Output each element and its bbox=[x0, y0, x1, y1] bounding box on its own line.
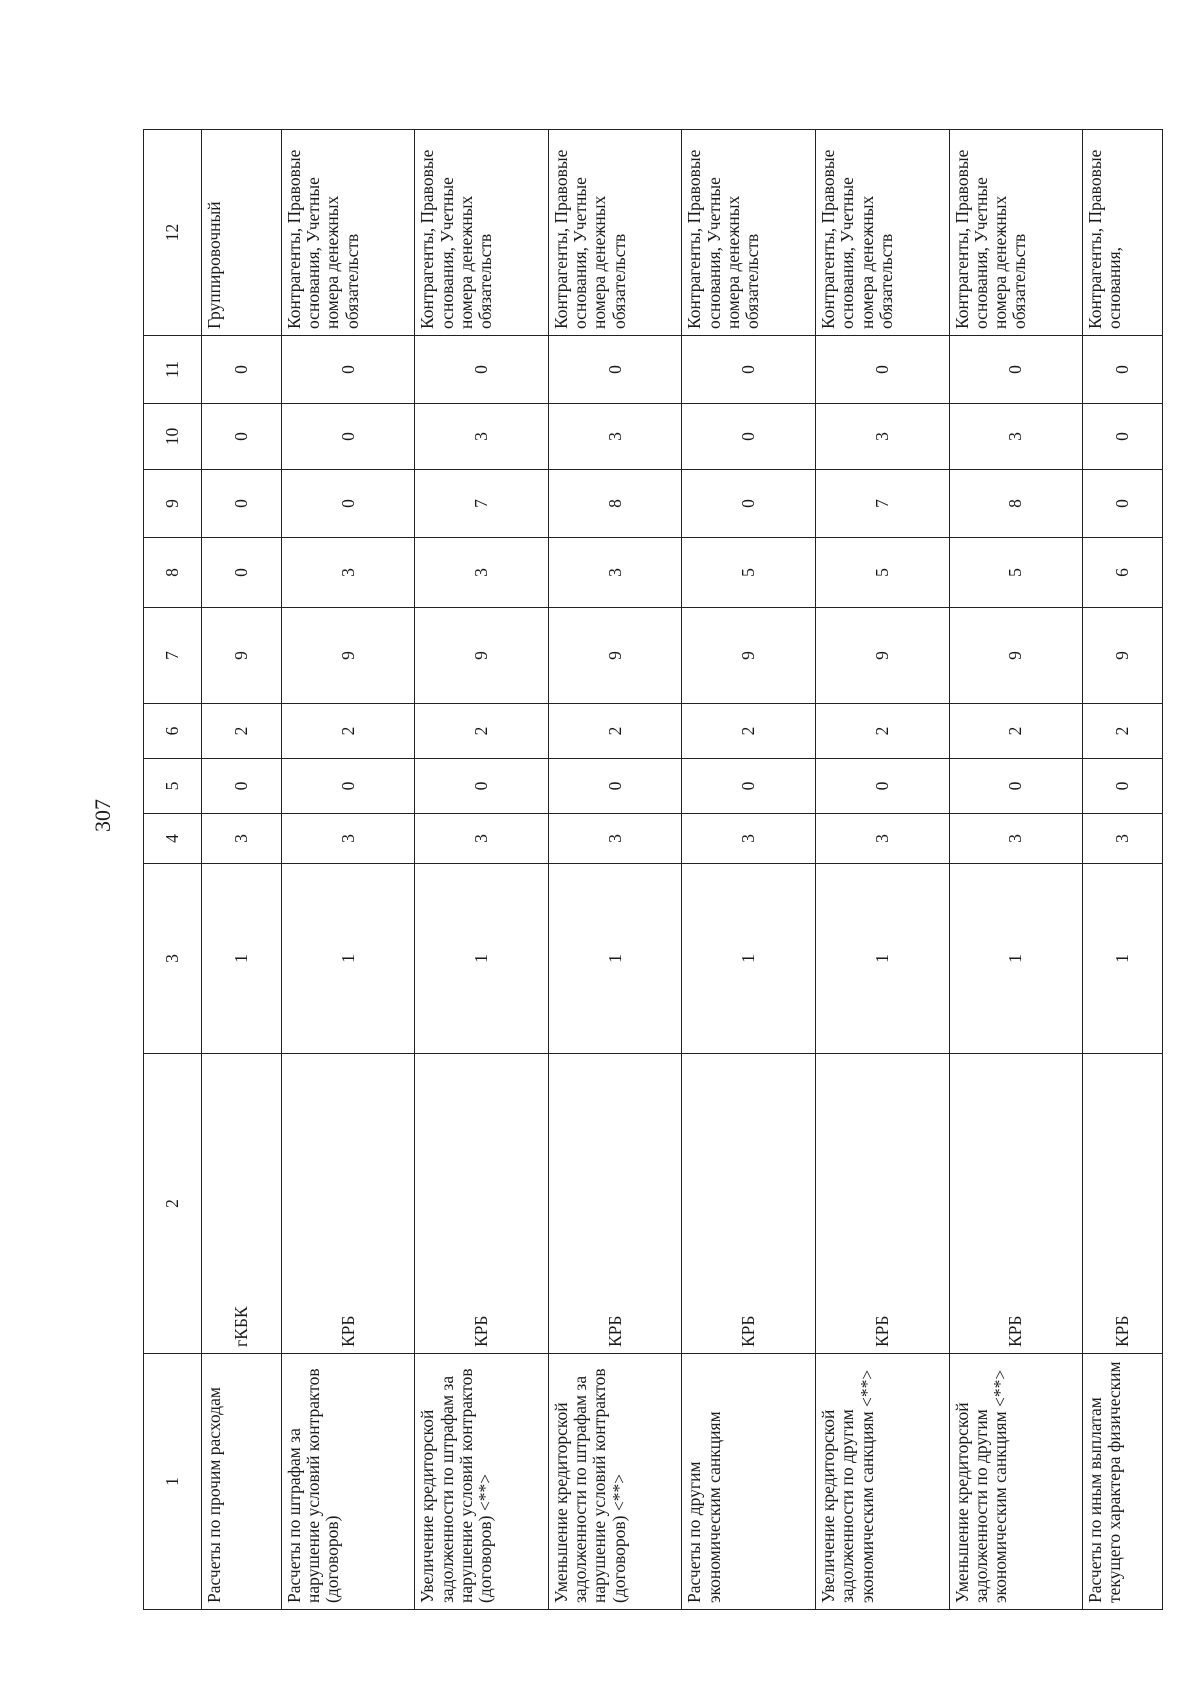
col5-cell: 0 bbox=[415, 759, 549, 814]
column-header-5: 5 bbox=[144, 759, 202, 814]
table-row bbox=[415, 130, 549, 1610]
column-header-2: 2 bbox=[144, 1054, 202, 1354]
table-row bbox=[1083, 130, 1163, 1610]
column-header-7: 7 bbox=[144, 608, 202, 704]
col3-cell: 1 bbox=[1083, 864, 1163, 1054]
col10-cell: 0 bbox=[281, 404, 415, 470]
col3-cell: 1 bbox=[202, 864, 282, 1054]
account-name-cell: Расчеты по прочим расходам bbox=[202, 1354, 282, 1610]
col3-cell: 1 bbox=[816, 864, 950, 1054]
col4-cell: 3 bbox=[202, 814, 282, 864]
col5-cell: 0 bbox=[281, 759, 415, 814]
table-row bbox=[816, 130, 950, 1610]
col9-cell: 7 bbox=[816, 470, 950, 538]
col9-cell: 0 bbox=[281, 470, 415, 538]
code-type-cell: КРБ bbox=[949, 1054, 1083, 1354]
col11-cell: 0 bbox=[816, 336, 950, 404]
column-header-3: 3 bbox=[144, 864, 202, 1054]
account-codes-table bbox=[143, 129, 1163, 1610]
code-type-cell: КРБ bbox=[415, 1054, 549, 1354]
column-header-12: 12 bbox=[144, 130, 202, 336]
col8-cell: 0 bbox=[202, 538, 282, 608]
col11-cell: 0 bbox=[1083, 336, 1163, 404]
col5-cell: 0 bbox=[1083, 759, 1163, 814]
col5-cell: 0 bbox=[202, 759, 282, 814]
column-header-11: 11 bbox=[144, 336, 202, 404]
col9-cell: 0 bbox=[202, 470, 282, 538]
col8-cell: 5 bbox=[816, 538, 950, 608]
account-name-cell: Уменьшение кредиторской задолженности по штрафам за нарушение условий контрактов (договоров) <**> bbox=[548, 1354, 682, 1610]
column-header-1: 1 bbox=[144, 1354, 202, 1610]
rotated-table-container bbox=[143, 130, 1163, 1610]
col10-cell: 3 bbox=[949, 404, 1083, 470]
account-name-cell: Расчеты по штрафам за нарушение условий контрактов (договоров) bbox=[281, 1354, 415, 1610]
col5-cell: 0 bbox=[949, 759, 1083, 814]
analytics-cell: Контрагенты, Правовые основания, Учетные номера денежных обязательств bbox=[281, 130, 415, 336]
col10-cell: 3 bbox=[816, 404, 950, 470]
col6-cell: 2 bbox=[548, 704, 682, 759]
col10-cell: 0 bbox=[682, 404, 816, 470]
col9-cell: 8 bbox=[548, 470, 682, 538]
col5-cell: 0 bbox=[816, 759, 950, 814]
account-name-cell: Увеличение кредиторской задолженности по штрафам за нарушение условий контрактов (договоров) <**> bbox=[415, 1354, 549, 1610]
col8-cell: 3 bbox=[415, 538, 549, 608]
analytics-cell: Контрагенты, Правовые основания, bbox=[1083, 130, 1163, 336]
col6-cell: 2 bbox=[1083, 704, 1163, 759]
col3-cell: 1 bbox=[281, 864, 415, 1054]
col7-cell: 9 bbox=[949, 608, 1083, 704]
page-number: 307 bbox=[90, 799, 115, 832]
col11-cell: 0 bbox=[682, 336, 816, 404]
column-header-8: 8 bbox=[144, 538, 202, 608]
code-type-cell: КРБ bbox=[816, 1054, 950, 1354]
account-name-cell: Расчеты по другим экономическим санкциям bbox=[682, 1354, 816, 1610]
col9-cell: 8 bbox=[949, 470, 1083, 538]
col3-cell: 1 bbox=[682, 864, 816, 1054]
col4-cell: 3 bbox=[281, 814, 415, 864]
col6-cell: 2 bbox=[202, 704, 282, 759]
col5-cell: 0 bbox=[682, 759, 816, 814]
col8-cell: 3 bbox=[548, 538, 682, 608]
col7-cell: 9 bbox=[816, 608, 950, 704]
code-type-cell: гКБК bbox=[202, 1054, 282, 1354]
analytics-cell: Контрагенты, Правовые основания, Учетные номера денежных обязательств bbox=[682, 130, 816, 336]
col7-cell: 9 bbox=[548, 608, 682, 704]
col11-cell: 0 bbox=[415, 336, 549, 404]
col3-cell: 1 bbox=[548, 864, 682, 1054]
col11-cell: 0 bbox=[949, 336, 1083, 404]
col4-cell: 3 bbox=[415, 814, 549, 864]
col7-cell: 9 bbox=[202, 608, 282, 704]
col3-cell: 1 bbox=[949, 864, 1083, 1054]
col10-cell: 0 bbox=[1083, 404, 1163, 470]
col6-cell: 2 bbox=[816, 704, 950, 759]
col8-cell: 5 bbox=[949, 538, 1083, 608]
col4-cell: 3 bbox=[949, 814, 1083, 864]
analytics-cell: Контрагенты, Правовые основания, Учетные номера денежных обязательств bbox=[415, 130, 549, 336]
col8-cell: 3 bbox=[281, 538, 415, 608]
code-type-cell: КРБ bbox=[281, 1054, 415, 1354]
col4-cell: 3 bbox=[548, 814, 682, 864]
table-row bbox=[202, 130, 282, 1610]
table-row bbox=[949, 130, 1083, 1610]
col4-cell: 3 bbox=[816, 814, 950, 864]
account-name-cell: Увеличение кредиторской задолженности по другим экономическим санкциям <**> bbox=[816, 1354, 950, 1610]
col7-cell: 9 bbox=[415, 608, 549, 704]
account-name-cell: Уменьшение кредиторской задолженности по другим экономическим санкциям <**> bbox=[949, 1354, 1083, 1610]
column-header-10: 10 bbox=[144, 404, 202, 470]
col11-cell: 0 bbox=[281, 336, 415, 404]
column-header-4: 4 bbox=[144, 814, 202, 864]
table-row bbox=[682, 130, 816, 1610]
analytics-cell: Контрагенты, Правовые основания, Учетные номера денежных обязательств bbox=[816, 130, 950, 336]
column-header-9: 9 bbox=[144, 470, 202, 538]
account-name-cell: Расчеты по иным выплатам текущего характера физическим bbox=[1083, 1354, 1163, 1610]
col10-cell: 0 bbox=[202, 404, 282, 470]
table-row bbox=[548, 130, 682, 1610]
col11-cell: 0 bbox=[202, 336, 282, 404]
col7-cell: 9 bbox=[682, 608, 816, 704]
col10-cell: 3 bbox=[548, 404, 682, 470]
col5-cell: 0 bbox=[548, 759, 682, 814]
col3-cell: 1 bbox=[415, 864, 549, 1054]
col9-cell: 0 bbox=[682, 470, 816, 538]
column-header-6: 6 bbox=[144, 704, 202, 759]
col6-cell: 2 bbox=[949, 704, 1083, 759]
col6-cell: 2 bbox=[415, 704, 549, 759]
col9-cell: 0 bbox=[1083, 470, 1163, 538]
col8-cell: 5 bbox=[682, 538, 816, 608]
col11-cell: 0 bbox=[548, 336, 682, 404]
header-row bbox=[144, 130, 202, 1610]
analytics-cell: Контрагенты, Правовые основания, Учетные номера денежных обязательств bbox=[949, 130, 1083, 336]
col9-cell: 7 bbox=[415, 470, 549, 538]
analytics-cell: Контрагенты, Правовые основания, Учетные номера денежных обязательств bbox=[548, 130, 682, 336]
analytics-cell: Группировочный bbox=[202, 130, 282, 336]
col4-cell: 3 bbox=[1083, 814, 1163, 864]
col7-cell: 9 bbox=[281, 608, 415, 704]
col7-cell: 9 bbox=[1083, 608, 1163, 704]
code-type-cell: КРБ bbox=[682, 1054, 816, 1354]
code-type-cell: КРБ bbox=[548, 1054, 682, 1354]
col6-cell: 2 bbox=[682, 704, 816, 759]
code-type-cell: КРБ bbox=[1083, 1054, 1163, 1354]
col10-cell: 3 bbox=[415, 404, 549, 470]
col6-cell: 2 bbox=[281, 704, 415, 759]
col8-cell: 6 bbox=[1083, 538, 1163, 608]
col4-cell: 3 bbox=[682, 814, 816, 864]
table-row bbox=[281, 130, 415, 1610]
